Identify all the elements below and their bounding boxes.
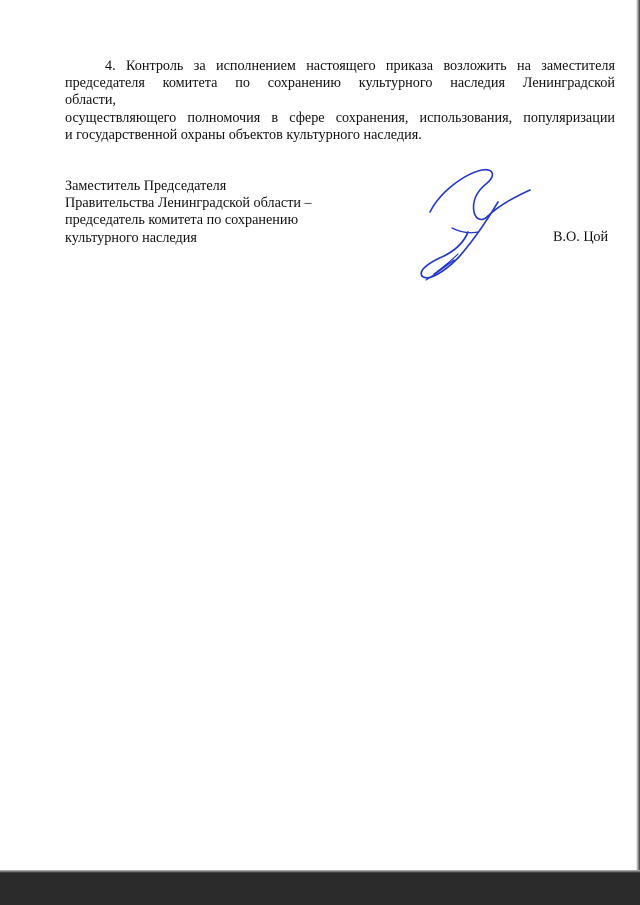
handwritten-signature [412,162,542,287]
paragraph-line-4: осуществляющего полномочия в сфере сохранения, использования, популяризации [65,109,615,126]
paragraph-control-clause [65,58,615,144]
signatory-title-line-2: Правительства Ленинградской области – [65,195,312,212]
paragraph-line-1: 4. Контроль за исполнением настоящего приказа возложить на заместителя [105,58,615,74]
signer-name: В.О. Цой [553,229,609,245]
signatory-title [65,178,312,247]
signature-stroke-3 [421,202,498,278]
paragraph-line-2: председателя комитета по сохранению культурного наследия Ленинградской [65,75,615,92]
signature-stroke-4 [452,228,478,233]
scan-bottom-band [0,872,640,905]
signature-stroke-1 [430,170,492,220]
signatory-title-line-4: культурного наследия [65,229,197,246]
signature-stroke-5 [426,254,458,280]
scan-edge-shadow [636,0,640,872]
paragraph-line-3: области, [65,92,116,109]
paragraph-line-5: и государственной охраны объектов культурного наследия. [65,126,422,143]
signature-stroke-2 [488,190,530,216]
signatory-title-line-1: Заместитель Председателя [65,178,227,194]
signatory-title-line-3: председатель комитета по сохранению [65,212,299,229]
